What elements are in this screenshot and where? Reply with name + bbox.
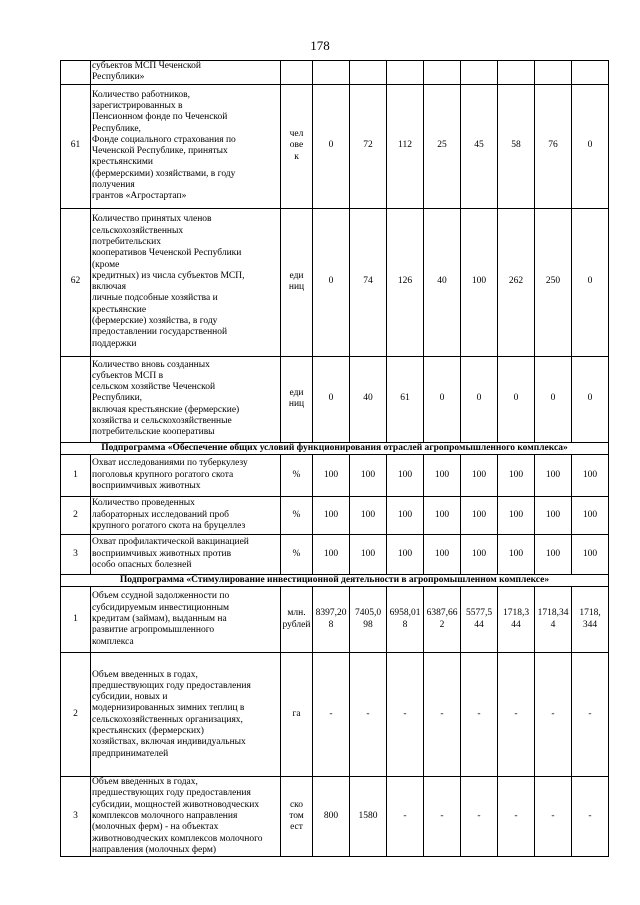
value-cell: 100: [350, 496, 387, 534]
value-cell: 100: [424, 496, 461, 534]
indicator-name: Количество работников, зарегистрированных в Пенсионном фонде по Чеченской Республике, Фонде социального страхования по Чеченской Республике, принятых крестьянскими (фермерскими) хозяйствами, в году получения грантов «Агростартап»: [91, 84, 281, 208]
value-cell: 76: [535, 84, 572, 208]
value-cell: -: [498, 653, 535, 777]
value-cell: [572, 61, 609, 85]
indicator-name: Количество вновь созданных субъектов МСП в сельском хозяйстве Чеченской Республики, включая крестьянские (фермерские) хозяйства и сельскохозяйственные потребительские кооперативы: [91, 356, 281, 442]
value-cell: 100: [498, 496, 535, 534]
table-section-sub2-rows: [61, 587, 609, 857]
table-row: [61, 61, 609, 85]
value-cell: 0: [498, 356, 535, 442]
row-number: 2: [61, 496, 91, 534]
value-cell: 6387,66 2: [424, 587, 461, 653]
value-cell: 40: [350, 356, 387, 442]
value-cell: 0: [461, 356, 498, 442]
table-section-top: [61, 61, 609, 443]
value-cell: -: [572, 653, 609, 777]
unit-cell: чел ове к: [281, 84, 313, 208]
value-cell: 100: [387, 496, 424, 534]
value-cell: 0: [313, 84, 350, 208]
unit-cell: ско том ест: [281, 777, 313, 857]
value-cell: 74: [350, 208, 387, 356]
indicator-name: субъектов МСП Чеченской Республики»: [91, 61, 281, 85]
table-row: [61, 653, 609, 777]
indicators-table: [60, 60, 609, 857]
unit-cell: га: [281, 653, 313, 777]
table-row: [61, 777, 609, 857]
row-number: [61, 61, 91, 85]
subprogram-2-title: Подпрограмма «Стимулирование инвестиционной деятельности в агропромышленном комплексе»: [61, 574, 609, 586]
value-cell: 8397,20 8: [313, 587, 350, 653]
value-cell: 100: [313, 454, 350, 496]
value-cell: 25: [424, 84, 461, 208]
value-cell: [313, 61, 350, 85]
value-cell: 100: [424, 454, 461, 496]
value-cell: -: [387, 777, 424, 857]
value-cell: 100: [461, 534, 498, 574]
value-cell: 100: [535, 496, 572, 534]
value-cell: 0: [424, 356, 461, 442]
row-number: 62: [61, 208, 91, 356]
row-number: 2: [61, 653, 91, 777]
value-cell: 100: [387, 454, 424, 496]
value-cell: 0: [313, 356, 350, 442]
value-cell: 100: [313, 534, 350, 574]
table-row: [61, 587, 609, 653]
page-number: 178: [310, 38, 330, 53]
unit-cell: млн. рублей: [281, 587, 313, 653]
value-cell: 100: [387, 534, 424, 574]
value-cell: 100: [498, 534, 535, 574]
value-cell: -: [535, 777, 572, 857]
indicator-name: Охват профилактической вакцинацией восприимчивых животных против особо опасных болезней: [91, 534, 281, 574]
table-row: [61, 208, 609, 356]
row-number: 1: [61, 454, 91, 496]
value-cell: 250: [535, 208, 572, 356]
value-cell: 100: [572, 534, 609, 574]
subprogram-1-title: Подпрограмма «Обеспечение общих условий функционирования отраслей агропромышленного комплекса»: [61, 442, 609, 454]
value-cell: -: [535, 653, 572, 777]
value-cell: 0: [572, 356, 609, 442]
value-cell: -: [572, 777, 609, 857]
unit-cell: еди ниц: [281, 208, 313, 356]
row-number: 3: [61, 534, 91, 574]
indicator-name: Объем ссудной задолженности по субсидируемым инвестиционным кредитам (займам), выданным на развитие агропромышленного комплекса: [91, 587, 281, 653]
value-cell: 100: [313, 496, 350, 534]
table-section-subprogram-2: [61, 574, 609, 586]
value-cell: 100: [498, 454, 535, 496]
value-cell: 0: [572, 84, 609, 208]
value-cell: [387, 61, 424, 85]
table-row: [61, 534, 609, 574]
value-cell: -: [498, 777, 535, 857]
value-cell: 1580: [350, 777, 387, 857]
value-cell: 6958,01 8: [387, 587, 424, 653]
value-cell: [424, 61, 461, 85]
table-row: [61, 496, 609, 534]
value-cell: 1718,34 4: [535, 587, 572, 653]
value-cell: 40: [424, 208, 461, 356]
value-cell: 61: [387, 356, 424, 442]
value-cell: 5577,5 44: [461, 587, 498, 653]
row-number: [61, 356, 91, 442]
unit-cell: %: [281, 454, 313, 496]
unit-cell: еди ниц: [281, 356, 313, 442]
subprogram-header-row: [61, 442, 609, 454]
value-cell: -: [350, 653, 387, 777]
table-row: [61, 454, 609, 496]
value-cell: [498, 61, 535, 85]
row-number: 3: [61, 777, 91, 857]
value-cell: 0: [572, 208, 609, 356]
value-cell: 100: [572, 454, 609, 496]
value-cell: 100: [350, 534, 387, 574]
value-cell: 100: [535, 534, 572, 574]
value-cell: 1718, 344: [572, 587, 609, 653]
indicator-name: Объем введенных в годах, предшествующих году предоставления субсидии, мощностей животноводческих комплексов молочного направления (молочных ферм) - на объектах животноводческих комплексов молочного направления (молочных ферм): [91, 777, 281, 857]
value-cell: 800: [313, 777, 350, 857]
value-cell: 100: [535, 454, 572, 496]
indicator-name: Объем введенных в годах, предшествующих году предоставления субсидии, новых и модернизированных зимних теплиц в сельскохозяйственных организациях, крестьянских (фермерских) хозяйствах, включая индивидуальных предпринимателей: [91, 653, 281, 777]
indicator-name: Количество проведенных лабораторных исследований проб крупного рогатого скота на бруцеллез: [91, 496, 281, 534]
value-cell: 7405,0 98: [350, 587, 387, 653]
value-cell: -: [424, 653, 461, 777]
value-cell: 0: [313, 208, 350, 356]
value-cell: 100: [350, 454, 387, 496]
row-number: 1: [61, 587, 91, 653]
value-cell: -: [424, 777, 461, 857]
value-cell: [350, 61, 387, 85]
value-cell: 262: [498, 208, 535, 356]
value-cell: 100: [461, 454, 498, 496]
value-cell: 126: [387, 208, 424, 356]
value-cell: 0: [535, 356, 572, 442]
table-section-sub1-rows: [61, 454, 609, 574]
unit-cell: [281, 61, 313, 85]
value-cell: 100: [424, 534, 461, 574]
unit-cell: %: [281, 496, 313, 534]
value-cell: [461, 61, 498, 85]
value-cell: -: [313, 653, 350, 777]
value-cell: [535, 61, 572, 85]
subprogram-header-row: [61, 574, 609, 586]
row-number: 61: [61, 84, 91, 208]
value-cell: 100: [461, 208, 498, 356]
value-cell: 112: [387, 84, 424, 208]
value-cell: 100: [461, 496, 498, 534]
table-row: [61, 84, 609, 208]
value-cell: -: [461, 777, 498, 857]
unit-cell: %: [281, 534, 313, 574]
value-cell: 58: [498, 84, 535, 208]
value-cell: -: [387, 653, 424, 777]
value-cell: 1718,3 44: [498, 587, 535, 653]
value-cell: 72: [350, 84, 387, 208]
value-cell: 100: [572, 496, 609, 534]
table-row: [61, 356, 609, 442]
indicator-name: Охват исследованиями по туберкулезу поголовья крупного рогатого скота восприимчивых животных: [91, 454, 281, 496]
value-cell: -: [461, 653, 498, 777]
indicator-name: Количество принятых членов сельскохозяйственных потребительских кооперативов Чеченской Республики (кроме кредитных) из числа субъектов МСП, включая личные подсобные хозяйства и крестьянские (фермерские) хозяйства, в году предоставлении государственной поддержки: [91, 208, 281, 356]
value-cell: 45: [461, 84, 498, 208]
table-section-subprogram-1: [61, 442, 609, 454]
